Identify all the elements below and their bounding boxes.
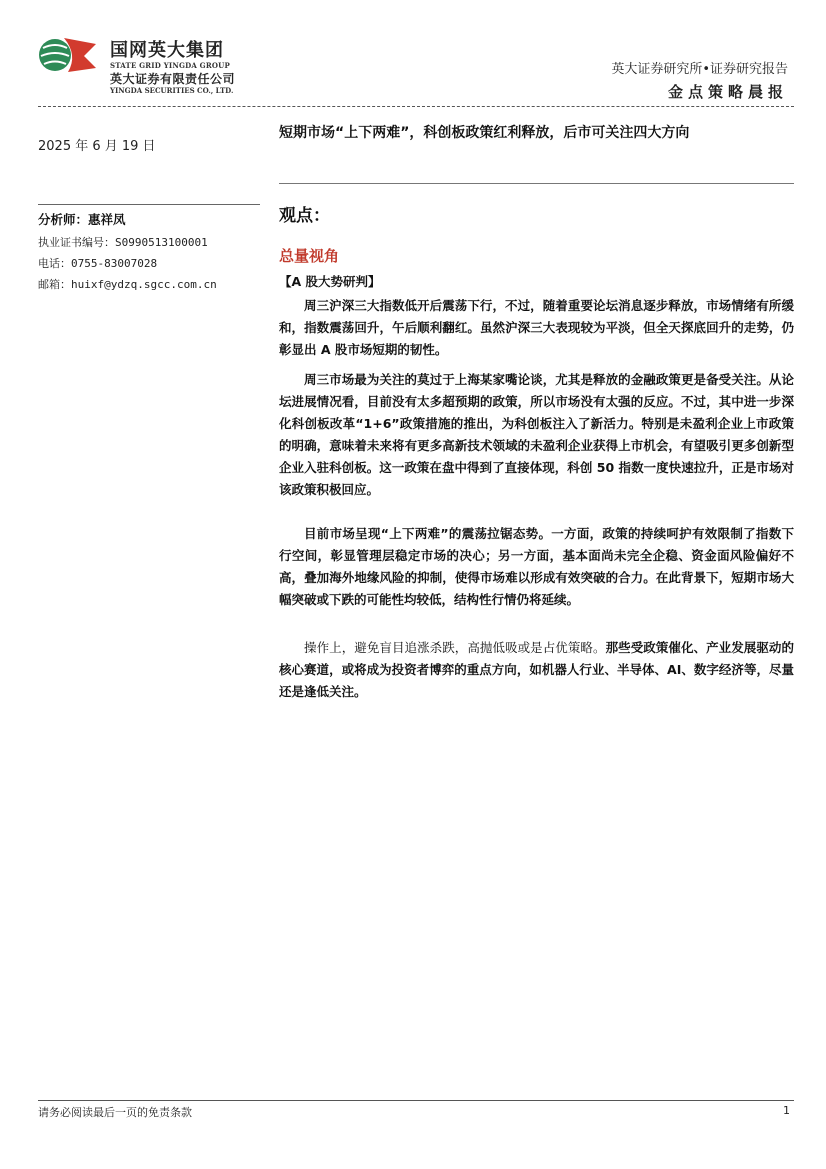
cert-label: 执业证书编号：	[38, 236, 115, 249]
analyst	[38, 210, 126, 228]
email	[38, 276, 217, 292]
phone-value: 0755-83007028	[71, 257, 158, 270]
page-number: 1	[783, 1104, 790, 1117]
paragraph-2: 周三市场最为关注的莫过于上海某家嘴论谈，尤其是释放的金融政策更是备受关注。从论坛进展情况看，目前没有太多超预期的政策，所以市场没有太强的反应。不过，其中进一步深化科创板改革“1+6”政策措施的推出，为科创板注入了新活力。特别是未盈利企业上市政策的明确，意味着未来将有更多高新技术领域的未盈利企业获得上市机会，有望吸引更多创新型企业入驻科创板。这一政策在盘中得到了直接体现，科创 50 指数一度快速拉升，正是市场对该政策积极回应。	[279, 372, 794, 497]
logo-company-en: YINGDA SECURITIES CO., LTD.	[110, 86, 234, 95]
title-divider	[279, 183, 794, 184]
header-divider	[38, 106, 794, 107]
phone-label: 电话：	[38, 257, 71, 270]
paragraph-1: 周三沪深三大指数低开后震荡下行，不过，随着重要论坛消息逐步释放，市场情绪有所缓和，指数震荡回升，午后顺利翻红。虽然沪深三大表现较为平淡，但全天探底回升的走势，仍彰显出 A 股市场短期的韧性。	[279, 298, 794, 357]
phone	[38, 255, 157, 271]
company-logo	[38, 34, 100, 76]
paragraph-4-plain: 操作上，避免盲目追涨杀跌，高抛低吸或是占优策略。	[304, 640, 606, 655]
viewpoint-heading: 观点：	[279, 206, 330, 226]
disclaimer-note: 请务必阅读最后一页的免责条款	[38, 1106, 192, 1119]
paragraph-4-bold: 那些受政策催化、产业发展驱动的核心赛道，或将成为投资者博弈的重点方向，如机器人行业、半导体、AI、数字经济等，尽量还是逢低关注。	[279, 640, 794, 699]
report-title: 短期市场“上下两难”，科创板政策红利释放，后市可关注四大方向	[279, 125, 690, 141]
institute-label: 英大证券研究所•证券研究报告	[611, 62, 788, 77]
paragraph-3: 目前市场呈现“上下两难”的震荡拉锯态势。一方面，政策的持续呵护有效限制了指数下行空间，彰显管理层稳定市场的决心；另一方面，基本面尚未完全企稳、资金面风险偏好不高，叠加海外地缘风险的抑制，使得市场难以形成有效突破的合力。在此背景下，短期市场大幅突破或下跌的可能性均较低，结构性行情仍将延续。	[279, 526, 794, 607]
footer-divider	[38, 1100, 794, 1101]
email-label: 邮箱：	[38, 278, 71, 291]
email-value[interactable]: huixf@ydzq.sgcc.com.cn	[71, 278, 217, 291]
paragraph-4	[279, 637, 794, 703]
cert-number	[38, 234, 208, 250]
analyst-name: 惠祥凤	[88, 212, 126, 227]
report-date: 2025 年 6 月 19 日	[38, 139, 156, 154]
logo-company-cn: 英大证券有限责任公司	[110, 72, 236, 86]
logo-name-cn: 国网英大集团	[110, 40, 224, 61]
cert-value: S0990513100001	[115, 236, 208, 249]
subsection-heading: 【A 股大势研判】	[279, 274, 381, 289]
analyst-label: 分析师：	[38, 212, 89, 227]
report-name: 金点策略晨报	[667, 83, 788, 101]
logo-name-en-group: STATE GRID YINGDA GROUP	[110, 61, 230, 70]
section-heading: 总量视角	[279, 247, 340, 265]
left-divider	[38, 204, 260, 205]
